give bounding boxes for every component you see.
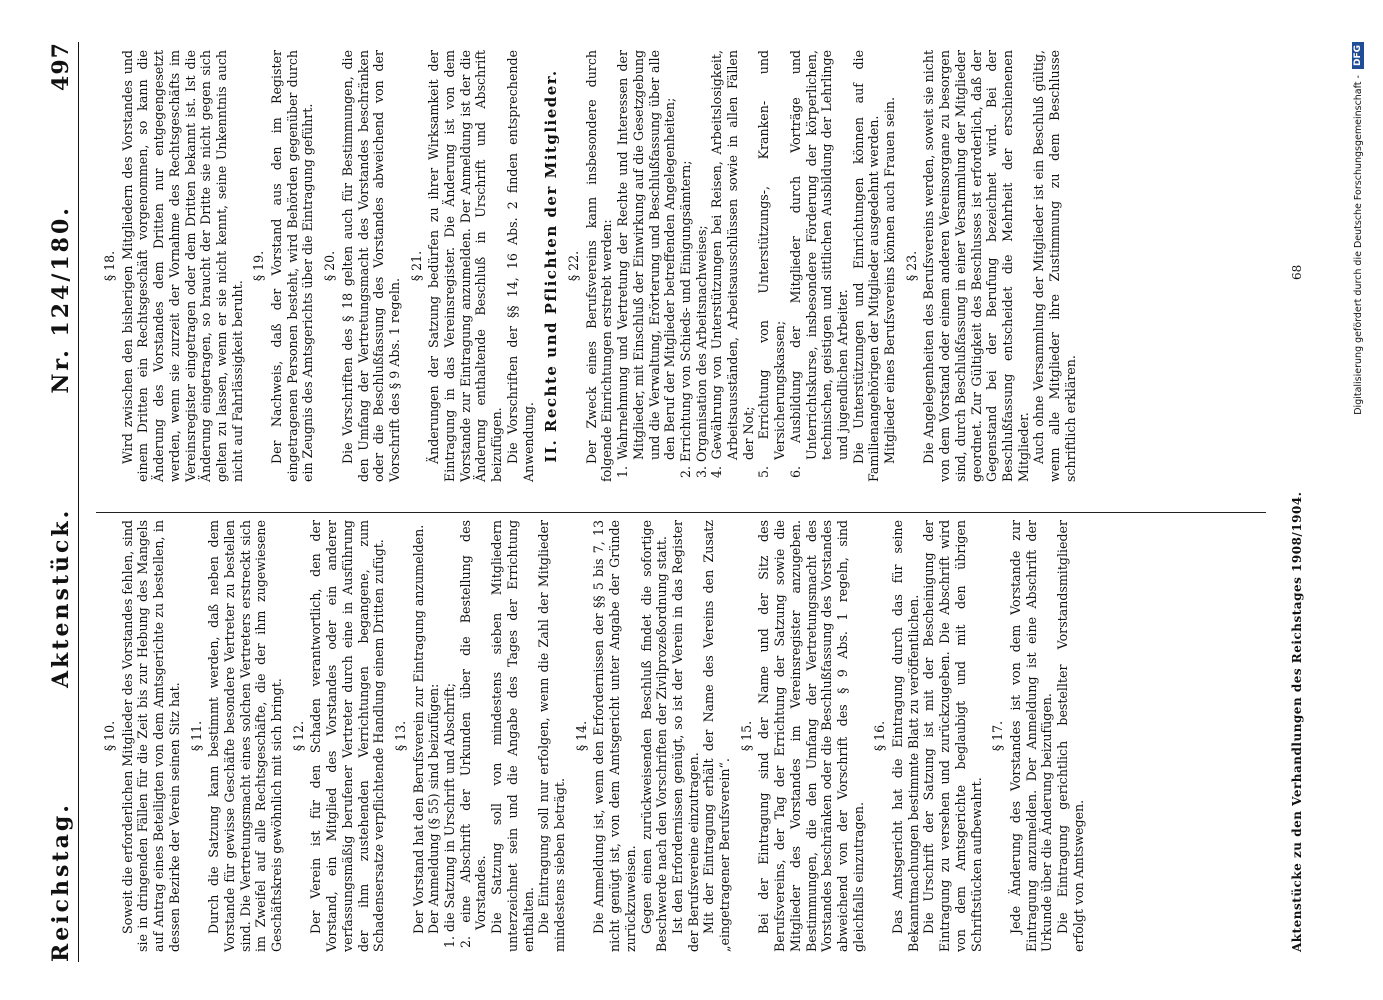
dfg-logo: DFG <box>1352 42 1364 69</box>
section-number: § 22. <box>565 250 581 282</box>
paragraph: Die Angelegenheiten des Berufsvereins werden, soweit sie nicht von dem Vorstand oder einem anderen Vereinsorgane zu besorgen sind, durch Beschlußfassung in einer Versammlung der Mitglieder geordnet. Zur Gültigkeit des Beschlusses ist erforderlich, daß der Gegenstand bei der Berufung bezeichnet wird. Bei der Beschlußfassung entscheidet die Mehrheit der erschienenen Mitglieder. <box>921 50 1031 482</box>
list-item: 1. die Satzung in Urschrift und Abschrift; <box>442 683 458 948</box>
list-item: 3. Organisation des Arbeitsnachweises; <box>693 225 709 478</box>
list-item: 1. Wahrnehmung und Vertretung der Rechte und Interessen der Mitglieder, mit Einschluß der Einwirkung auf die Gesetzgebung und die Verwaltung, Erörterung und Beschlußfassung über alle den Beruf der Mitglieder betreffenden Angelegenheiten; <box>615 50 678 478</box>
section-number: § 12. <box>290 720 306 752</box>
section-number: § 15. <box>738 720 754 752</box>
section-number: § 18. <box>102 250 117 282</box>
paragraph: Durch die Satzung kann bestimmt werden, daß neben dem Vorstande für gewisse Geschäfte besondere Vertreter zu bestellen sind. Die Vertretungsmacht eines solchen Vertreters erstreckt sich im Zweifel auf alle Rechtsgeschäfte, die der ihm zugewiesene Geschäftskreis gewöhnlich mit sich bringt. <box>206 520 285 952</box>
section-number: § 14. <box>573 720 589 752</box>
section-number: § 11. <box>188 720 204 752</box>
paragraph: Die Eintragung gerichtlich bestellter Vorstandsmitglieder erfolgt von Amtswegen. <box>1055 520 1086 952</box>
list-item: 6. Ausbildung der Mitglieder durch Vorträge und Unterrichtskurse, insbesondere Förderung der körperlichen, technischen, geistigen und sittlichen Ausbildung der Lehrlinge und jugendlichen Arbeiter. <box>787 50 850 478</box>
footer-text: Aktenstücke zu den Verhandlungen des Reichstages 1908/1904. <box>1290 491 1304 952</box>
paragraph: Das Amtsgericht hat die Eintragung durch das für seine Bekanntmachungen bestimmte Blatt zu veröffentlichen. <box>890 520 921 952</box>
section-number: § 13. <box>392 720 408 752</box>
paragraph: Der Nachweis, daß der Vorstand aus den im Register eingetragenen Personen besteht, wird Behörden gegenüber durch ein Zeugnis des Amtsgerichts über die Eintragung geführt. <box>269 50 316 482</box>
list-item: 2. Errichtung von Schieds- und Einigungsämtern; <box>677 160 693 478</box>
paragraph: Bei der Eintragung sind der Name und der Sitz des Berufsvereins, der Tag der Errichtung der Satzung sowie die Mitglieder des Vorstandes im Vereinsregister anzugeben. Bestimmungen, die den Umfang der Vertretungsmacht des Vorstandes beschränken oder die Beschlußfassung des Vorstandes abweichend von der Vorschrift des § 9 Abs. 1 regeln, sind gleichfalls einzutragen. <box>756 520 866 952</box>
digitization-text: Digitalisierung gefördert durch die Deutsche Forschungsgemeinschaft - <box>1352 75 1364 415</box>
paragraph: Soweit die erforderlichen Mitglieder des Vorstandes fehlen, sind sie in dringenden Fällen für die Zeit bis zur Hebung des Mangels auf Antrag eines Beteiligten von dem Amtsgerichte zu bestellen, in dessen Bezirke der Verein seinen Sitz hat. <box>119 520 182 952</box>
paragraph: Der Anmeldung (§ 55) sind beizufügen: <box>426 683 442 934</box>
paragraph: Die Vorschriften der §§ 14, 16 Abs. 2 finden entsprechende Anwendung. <box>504 50 536 482</box>
paragraph: Der Vorstand hat den Berufsverein zur Eintragung anzumelden. <box>410 524 426 934</box>
column-divider <box>96 512 1266 513</box>
chapter-heading: II. Rechte und Pflichten der Mitglieder. <box>542 69 561 463</box>
sheet-number: 68 <box>1290 264 1304 280</box>
paragraph: Mitglieder eines Berufsvereins können auch Frauen sein. <box>882 96 898 464</box>
section-number: § 10. <box>102 720 117 752</box>
paragraph: Die Eintragung soll nur erfolgen, wenn die Zahl der Mitglieder mindestens sieben beträgt. <box>536 520 567 952</box>
paragraph: Wird zwischen den bisherigen Mitgliedern des Vorstandes und einem Dritten ein Rechtsgeschäft vorgenommen, so kann die Änderung des Vorstandes dem Dritten nur entgegengesetzt werden, wenn sie zurzeit der Vornahme des Rechtsgeschäfts im Vereinsregister eingetragen oder dem Dritten bekannt ist. Ist die Änderung eingetragen, so braucht der Dritte sie nicht gegen sich gelten zu lassen, wenn er sie nicht kennt, seine Unkenntnis auch nicht auf Fahrlässigkeit beruht. <box>119 50 245 482</box>
paragraph: Die Unterstützungen und Einrichtungen können auf die Familienangehörigen der Mitglieder ausgedehnt werden. <box>850 50 882 482</box>
paragraph: Ist den Erfordernissen genügt, so ist der Verein in das Register der Berufsvereine einzutragen. <box>669 520 701 952</box>
section-number: § 21. <box>408 250 424 282</box>
paragraph: Der Zweck eines Berufsvereins kann insbesondere durch folgende Einrichtungen erstrebt werden: <box>583 50 615 482</box>
paragraph: Auch ohne Versammlung der Mitglieder ist ein Beschluß gültig, wenn alle Mitglieder ihre Zustimmung zu dem Beschlusse schriftlich erklären. <box>1031 50 1078 482</box>
header-number: Nr. 124/180. <box>48 205 74 394</box>
left-column <box>96 520 1086 952</box>
right-column <box>96 50 1078 482</box>
paragraph: Änderungen der Satzung bedürfen zu ihrer Wirksamkeit der Eintragung in das Vereinsregister. Die Änderung ist von dem Vorstande zur Eintragung anzumelden. Der Anmeldung ist der die Änderung enthaltende Beschluß in Urschrift und Abschrift beizufügen. <box>426 50 505 482</box>
list-item: 4. Gewährung von Unterstützungen bei Reisen, Arbeitslosigkeit, Arbeitsausständen, Arbeitsausschlüssen sowie in allen Fällen der Not; <box>709 50 756 478</box>
section-number: § 23. <box>903 250 919 282</box>
page-header <box>40 42 79 962</box>
paragraph: Der Verein ist für den Schaden verantwortlich, den der Vorstand, ein Mitglied des Vorstandes oder ein anderer verfassungsmäßig berufener Vertreter durch eine in Ausführung der ihm zustehenden Verrichtungen begangene, zum Schadensersatze verpflichtende Handlung einem Dritten zufügt. <box>308 520 387 952</box>
paragraph: Die Satzung soll von mindestens sieben Mitgliedern unterzeichnet sein und die Angabe des Tages der Errichtung enthalten. <box>489 520 536 952</box>
list-item: 2. eine Abschrift der Urkunden über die Bestellung des Vorstandes. <box>457 520 489 948</box>
paragraph: Die Vorschriften des § 18 gelten auch für Bestimmungen, die den Umfang der Vertretungsmacht des Vorstandes beschränken oder die Beschlußfassung des Vorstandes abweichend von der Vorschrift des § 9 Abs. 1 regeln. <box>339 50 402 482</box>
section-number: § 20. <box>322 250 338 282</box>
paragraph: Jede Änderung des Vorstandes ist von dem Vorstande zur Eintragung anzumelden. Der Anmeldung ist eine Abschrift der Urkunde über die Änderung beizufügen. <box>1007 520 1055 952</box>
digitization-note <box>1352 42 1364 962</box>
paragraph: Die Anmeldung ist, wenn den Erfordernissen der §§ 5 bis 7, 13 nicht genügt ist, von dem Amtsgericht unter Angabe der Gründe zurückzuweisen. <box>591 520 638 952</box>
section-number: § 17. <box>990 720 1006 752</box>
section-number: § 16. <box>872 720 888 752</box>
paragraph: Mit der Eintragung erhält der Name des Vereins den Zusatz „eingetragener Berufsverein“. <box>701 520 733 952</box>
header-reichstag: Reichstag. <box>48 802 74 962</box>
paragraph: Die Urschrift der Satzung ist mit der Bescheinigung der Eintragung zu versehen und zurückzugeben. Die Abschrift wird von dem Amtsgerichte beglaubigt und mit den übrigen Schriftstücken aufbewahrt. <box>921 520 984 952</box>
paragraph: Gegen einen zurückweisenden Beschluß findet die sofortige Beschwerde nach den Vorschriften der Zivilprozeßordnung statt. <box>638 520 670 952</box>
page-number: 497 <box>48 42 74 91</box>
section-number: § 19. <box>251 250 267 282</box>
header-aktenstueck: Aktenstück. <box>48 507 74 689</box>
list-item: 5. Errichtung von Unterstützungs-, Kranken- und Versicherungskassen; <box>756 50 788 478</box>
